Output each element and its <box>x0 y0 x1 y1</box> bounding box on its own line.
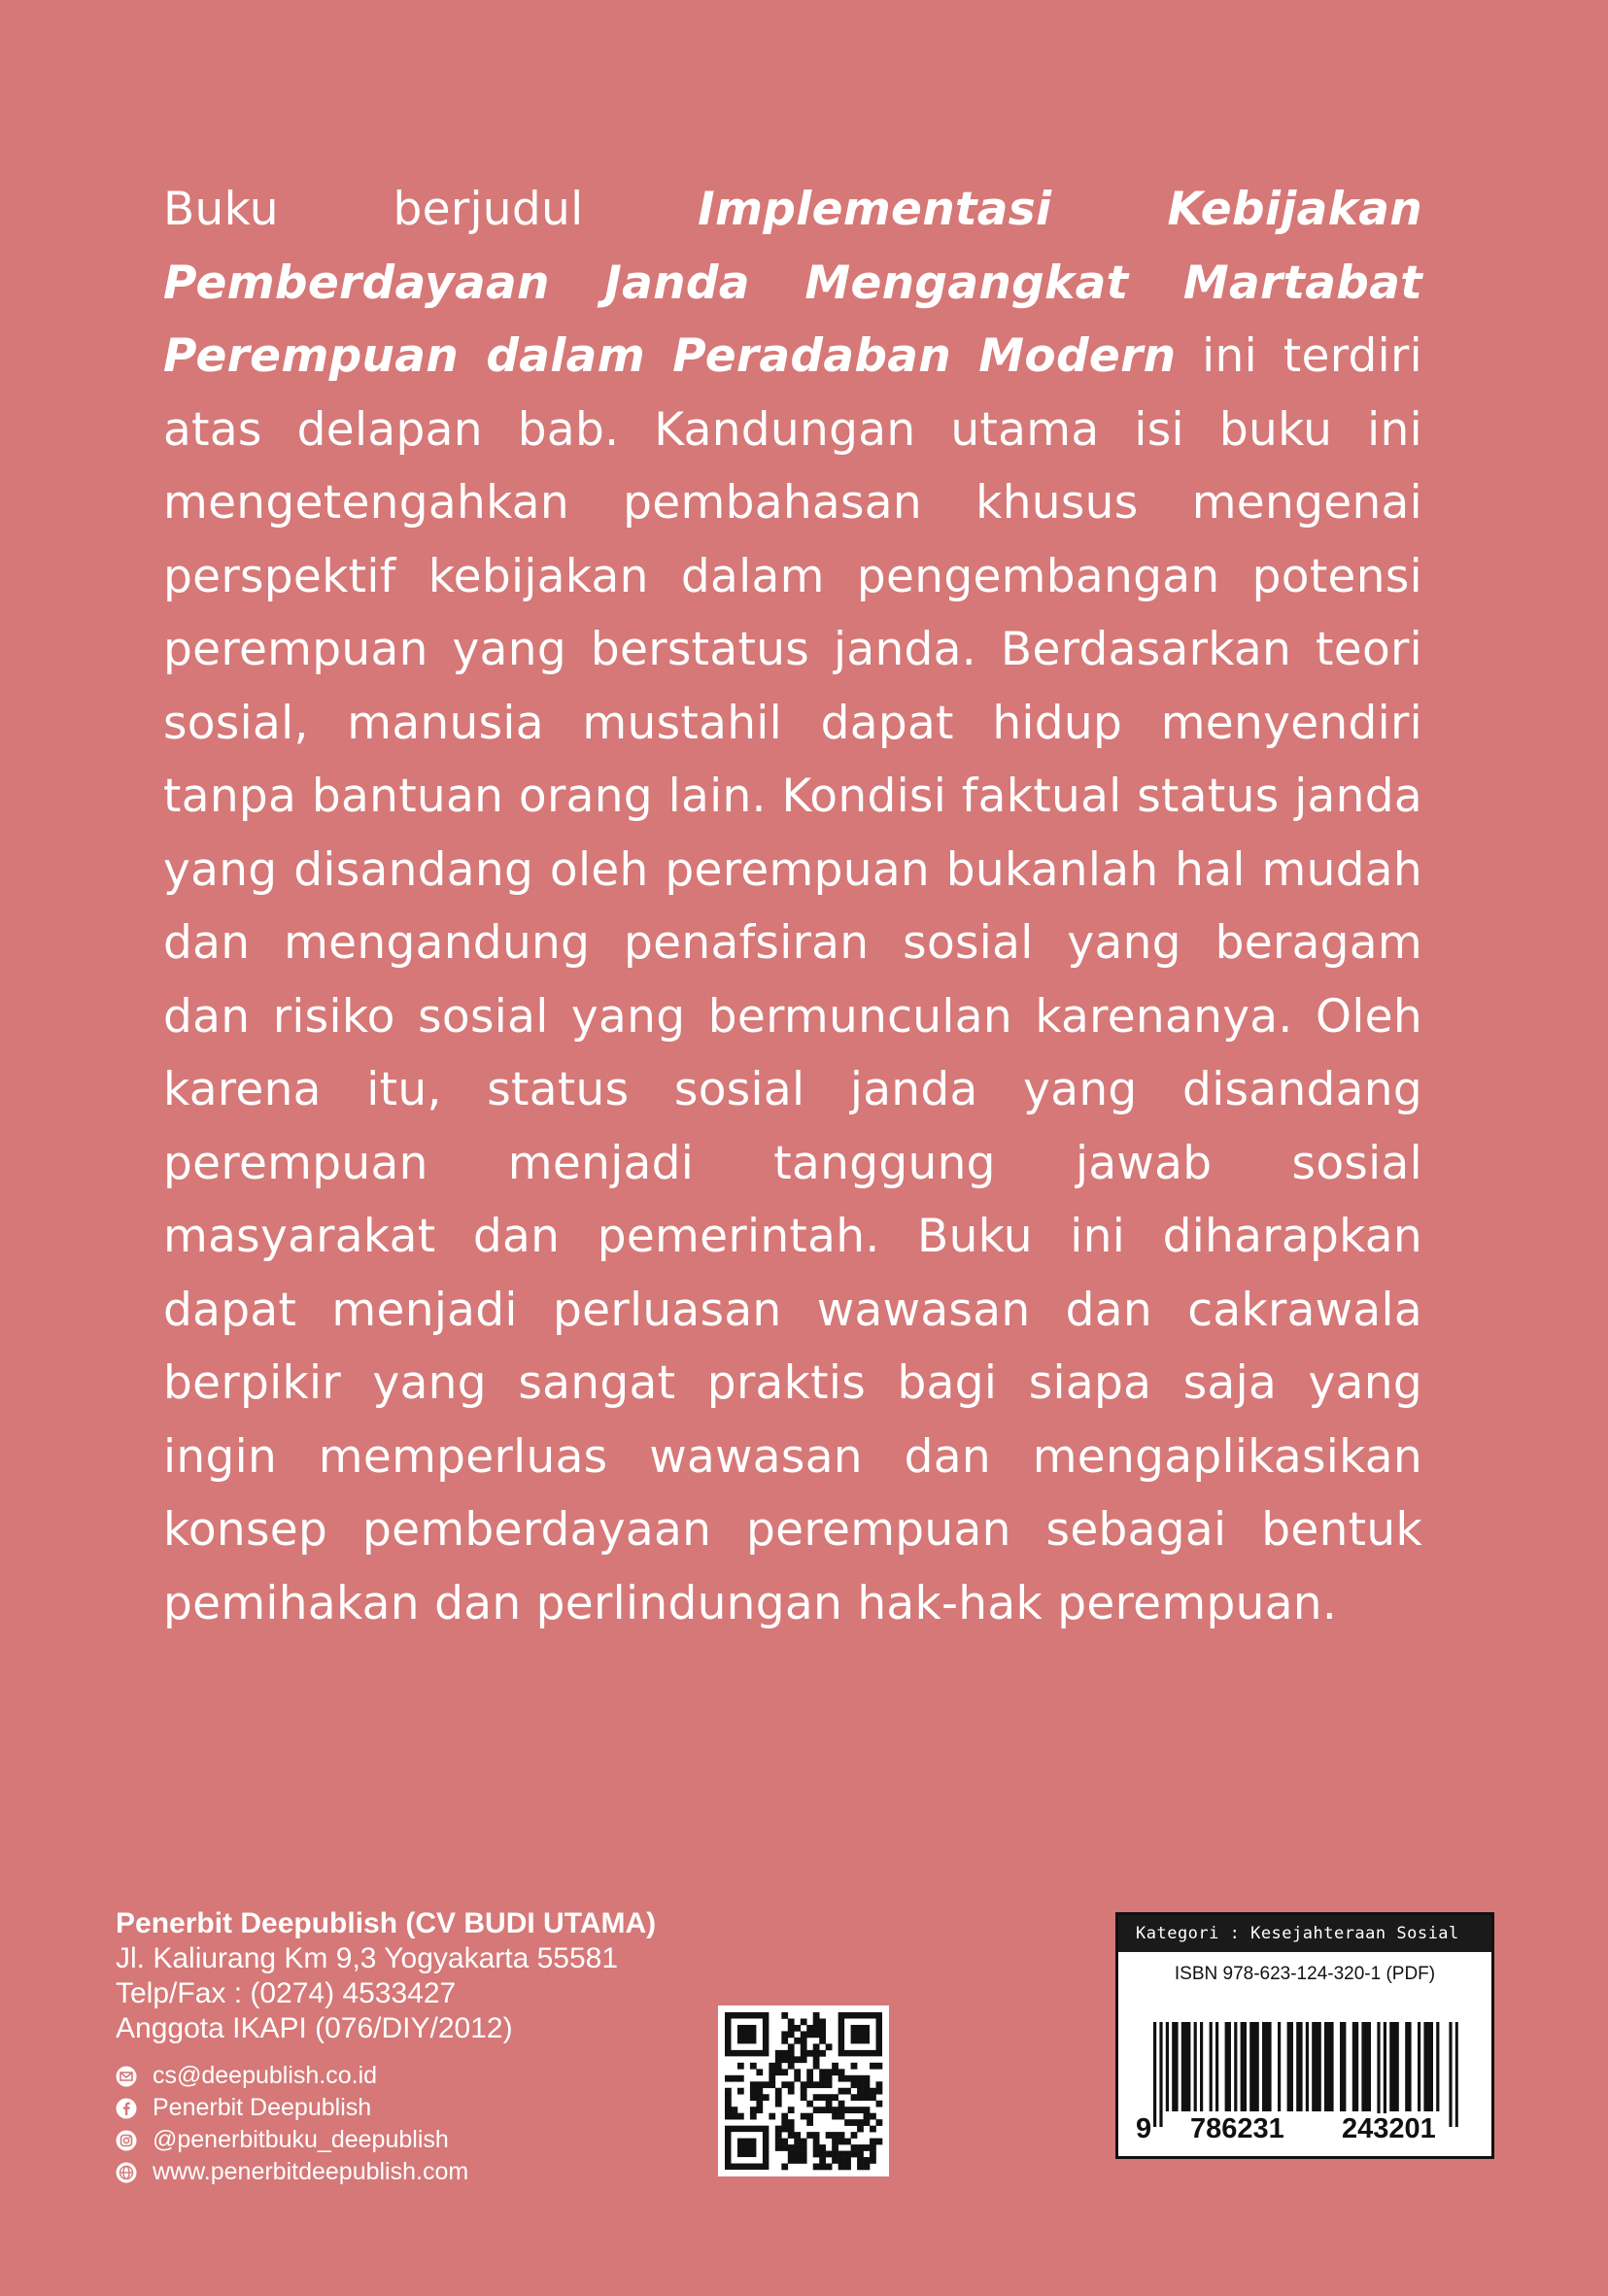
qr-module <box>794 2025 801 2032</box>
qr-module <box>870 2139 876 2145</box>
qr-module <box>763 2094 770 2101</box>
qr-module <box>819 2157 826 2164</box>
qr-module <box>756 2101 763 2108</box>
qr-module <box>857 2081 864 2088</box>
blurb-intro: Buku berjudul <box>163 183 699 236</box>
qr-module <box>737 2113 744 2120</box>
qr-module <box>794 2132 801 2139</box>
qr-module <box>813 2094 820 2101</box>
qr-module <box>813 2144 820 2151</box>
barcode-bar <box>1361 2022 1371 2111</box>
publisher-info <box>116 1906 718 2188</box>
qr-module <box>870 2088 876 2095</box>
globe-icon <box>116 2162 137 2183</box>
qr-module <box>857 2107 864 2113</box>
qr-module <box>826 2043 833 2050</box>
barcode-bar <box>1278 2022 1281 2111</box>
qr-module <box>794 2144 801 2151</box>
qr-module <box>813 2056 820 2063</box>
barcode-bar <box>1324 2022 1334 2111</box>
qr-module <box>857 2126 864 2133</box>
qr-module <box>851 2063 858 2070</box>
qr-module <box>781 2113 788 2120</box>
qr-module <box>750 2113 757 2120</box>
blurb-body: ini terdiri atas delapan bab. Kandungan utama isi buku ini mengetengahkan pembahasan khusus mengenai perspektif kebijakan dalam pengembangan potensi perempuan yang berstatus janda. Berdasarkan teori sosial, manusia mustahil dapat hidup menyendiri tanpa bantuan orang lain. Kondisi faktual status janda yang disandang oleh perempuan bukanlah hal mudah dan mengandung penafsiran sosial yang beragam dan risiko sosial yang bermunculan karenanya. Oleh karena itu, status sosial janda yang disandang perempuan menjadi tanggung jawab sosial masyarakat dan pemerintah. Buku ini diharapkan dapat menjadi perluasan wawasan dan cakrawala berpikir yang sangat praktis bagi siapa saja yang ingin memperluas wawasan dan mengaplikasikan konsep pemberdayaan perempuan sebagai bentuk pemihakan dan perlindungan hak-hak perempuan. <box>163 329 1422 1630</box>
qr-module <box>775 2088 782 2095</box>
qr-module <box>781 2038 788 2044</box>
barcode-bar <box>1215 2022 1218 2111</box>
qr-module <box>781 2081 788 2088</box>
qr-module <box>775 2126 782 2133</box>
qr-module <box>750 2107 757 2113</box>
contact-website-text: www.penerbitdeepublish.com <box>153 2158 469 2185</box>
qr-module <box>756 2107 763 2113</box>
qr-module <box>832 2113 838 2120</box>
qr-module <box>725 2101 732 2108</box>
qr-module <box>826 2164 833 2171</box>
barcode-bar <box>1249 2022 1259 2111</box>
qr-module <box>819 2050 826 2057</box>
qr-module <box>794 2069 801 2075</box>
qr-module <box>838 2113 845 2120</box>
qr-module <box>775 2056 782 2063</box>
barcode-bar <box>1234 2022 1237 2111</box>
qr-module <box>788 2031 795 2038</box>
barcode-bar <box>1423 2022 1433 2111</box>
qr-module <box>731 2075 737 2082</box>
qr-module <box>864 2107 871 2113</box>
qr-module <box>813 2018 820 2025</box>
qr-module <box>806 2069 813 2075</box>
qr-module <box>813 2050 820 2057</box>
qr-module <box>756 2094 763 2101</box>
qr-module <box>756 2081 763 2088</box>
qr-module <box>851 2151 858 2158</box>
qr-module <box>788 2025 795 2032</box>
qr-module <box>788 2151 795 2158</box>
qr-module <box>801 2018 807 2025</box>
qr-finder <box>737 2139 756 2157</box>
contact-facebook <box>116 2092 718 2124</box>
barcode-bar <box>1172 2022 1178 2111</box>
qr-module <box>788 2144 795 2151</box>
qr-module <box>813 2031 820 2038</box>
qr-module <box>775 2063 782 2070</box>
qr-module <box>737 2063 744 2070</box>
qr-module <box>781 2126 788 2133</box>
qr-module <box>857 2144 864 2151</box>
qr-module <box>819 2031 826 2038</box>
qr-module <box>769 2069 775 2075</box>
barcode-digits-left: 786231 <box>1190 2113 1284 2144</box>
qr-module <box>788 2126 795 2133</box>
qr-module <box>788 2081 795 2088</box>
qr-module <box>870 2126 876 2133</box>
qr-module <box>857 2075 864 2082</box>
barcode-bar <box>1262 2022 1272 2111</box>
barcode-bar <box>1449 2022 1452 2127</box>
qr-module <box>826 2132 833 2139</box>
qr-module <box>725 2107 732 2113</box>
qr-module <box>832 2063 838 2070</box>
qr-module <box>819 2038 826 2044</box>
category-label: Kategori : Kesejahteraan Sosial <box>1118 1915 1491 1952</box>
qr-module <box>788 2063 795 2070</box>
qr-module <box>769 2063 775 2070</box>
barcode-digit-first: 9 <box>1136 2113 1152 2144</box>
qr-module <box>819 2151 826 2158</box>
qr-module <box>813 2043 820 2050</box>
qr-module <box>851 2144 858 2151</box>
qr-module <box>813 2025 820 2032</box>
barcode-digits-right: 243201 <box>1342 2113 1436 2144</box>
qr-module <box>838 2069 845 2075</box>
qr-module <box>775 2069 782 2075</box>
instagram-icon <box>116 2130 137 2151</box>
barcode-bar <box>1166 2022 1169 2111</box>
qr-module <box>794 2038 801 2044</box>
qr-module <box>851 2081 858 2088</box>
qr-module <box>826 2107 833 2113</box>
qr-module <box>788 2056 795 2063</box>
qr-module <box>851 2094 858 2101</box>
qr-finder <box>851 2025 870 2043</box>
qr-module <box>725 2113 732 2120</box>
qr-module <box>756 2088 763 2095</box>
qr-module <box>769 2113 775 2120</box>
qr-module <box>864 2157 871 2164</box>
qr-module <box>794 2075 801 2082</box>
qr-module <box>838 2132 845 2139</box>
qr-module <box>870 2144 876 2151</box>
qr-module <box>813 2139 820 2145</box>
barcode-bar <box>1225 2022 1231 2111</box>
qr-module <box>794 2151 801 2158</box>
qr-module <box>838 2075 845 2082</box>
qr-module <box>801 2094 807 2101</box>
qr-module <box>801 2031 807 2038</box>
qr-module <box>870 2157 876 2164</box>
qr-module <box>819 2069 826 2075</box>
qr-module <box>876 2119 883 2126</box>
contact-instagram <box>116 2124 718 2156</box>
qr-module <box>832 2151 838 2158</box>
qr-module <box>864 2119 871 2126</box>
qr-module <box>725 2088 732 2095</box>
qr-module <box>781 2056 788 2063</box>
barcode-bar <box>1306 2022 1309 2111</box>
email-icon <box>116 2066 137 2087</box>
qr-module <box>819 2164 826 2171</box>
qr-module <box>801 2113 807 2120</box>
qr-module <box>801 2081 807 2088</box>
contact-email-text: cs@deepublish.co.id <box>153 2062 378 2089</box>
qr-module <box>857 2164 864 2171</box>
qr-module <box>788 2132 795 2139</box>
qr-module <box>813 2107 820 2113</box>
barcode-bar <box>1436 2022 1439 2111</box>
qr-module <box>844 2164 851 2171</box>
qr-module <box>725 2075 732 2082</box>
qr-module <box>788 2157 795 2164</box>
qr-module <box>781 2119 788 2126</box>
qr-module <box>819 2144 826 2151</box>
qr-module <box>794 2157 801 2164</box>
isbn-number: ISBN 978-623-124-320-1 (PDF) <box>1174 1964 1436 1984</box>
qr-module <box>806 2101 813 2108</box>
qr-module <box>806 2075 813 2082</box>
publisher-phone: Telp/Fax : (0274) 4533427 <box>116 1977 457 2009</box>
publisher-name: Penerbit Deepublish (CV BUDI UTAMA) <box>116 1907 657 1939</box>
qr-module <box>775 2094 782 2101</box>
qr-module <box>788 2050 795 2057</box>
barcode-bar <box>1210 2022 1213 2111</box>
qr-module <box>737 2088 744 2095</box>
qr-module <box>788 2088 795 2095</box>
qr-module <box>801 2151 807 2158</box>
qr-module <box>832 2144 838 2151</box>
qr-module <box>864 2094 871 2101</box>
qr-module <box>769 2075 775 2082</box>
qr-module <box>801 2043 807 2050</box>
qr-module <box>819 2107 826 2113</box>
qr-module <box>826 2075 833 2082</box>
qr-module <box>857 2157 864 2164</box>
barcode-bar <box>1241 2022 1247 2111</box>
qr-module <box>857 2088 864 2095</box>
qr-module <box>806 2113 813 2120</box>
qr-module <box>775 2101 782 2108</box>
qr-module <box>844 2157 851 2164</box>
barcode-bar <box>1153 2022 1156 2127</box>
barcode-bar <box>1287 2022 1293 2111</box>
qr-module <box>826 2094 833 2101</box>
qr-module <box>781 2139 788 2145</box>
qr-module <box>750 2088 757 2095</box>
qr-module <box>781 2164 788 2171</box>
qr-module <box>851 2107 858 2113</box>
barcode-bar <box>1340 2022 1346 2111</box>
barcode-bar <box>1200 2022 1203 2111</box>
qr-module <box>838 2151 845 2158</box>
qr-module <box>876 2088 883 2095</box>
barcode-bar <box>1389 2022 1399 2111</box>
barcode-bar <box>1181 2022 1191 2111</box>
contact-list <box>116 2060 718 2188</box>
qr-module <box>857 2119 864 2126</box>
qr-module <box>876 2063 883 2070</box>
qr-module <box>826 2081 833 2088</box>
barcode-bar <box>1418 2022 1420 2111</box>
qr-module <box>806 2132 813 2139</box>
qr-module <box>737 2075 744 2082</box>
qr-module <box>775 2139 782 2145</box>
qr-module <box>844 2119 851 2126</box>
book-title: Implementasi Kebijakan Pemberdayaan Janda Mengangkat Martabat Perempuan dalam Peradaban Modern <box>163 183 1422 383</box>
qr-module <box>813 2081 820 2088</box>
qr-module <box>756 2069 763 2075</box>
qr-module <box>819 2018 826 2025</box>
qr-module <box>826 2101 833 2108</box>
qr-module <box>819 2025 826 2032</box>
barcode-bar <box>1312 2022 1321 2111</box>
qr-module <box>813 2164 820 2171</box>
contact-facebook-text: Penerbit Deepublish <box>153 2094 372 2121</box>
qr-module <box>813 2012 820 2019</box>
publisher-ikapi: Anggota IKAPI (076/DIY/2012) <box>116 2012 513 2044</box>
qr-module <box>832 2139 838 2145</box>
qr-module <box>781 2069 788 2075</box>
qr-module <box>864 2088 871 2095</box>
qr-module <box>844 2107 851 2113</box>
qr-module <box>750 2094 757 2101</box>
qr-module <box>775 2050 782 2057</box>
qr-module <box>801 2139 807 2145</box>
barcode <box>1153 2022 1458 2127</box>
qr-module <box>813 2151 820 2158</box>
qr-module <box>851 2075 858 2082</box>
qr-module <box>819 2094 826 2101</box>
qr-module <box>832 2094 838 2101</box>
qr-module <box>801 2056 807 2063</box>
qr-module <box>794 2056 801 2063</box>
qr-module <box>870 2113 876 2120</box>
qr-module <box>781 2050 788 2057</box>
qr-module <box>870 2151 876 2158</box>
qr-module <box>838 2107 845 2113</box>
qr-module <box>819 2081 826 2088</box>
qr-module <box>788 2018 795 2025</box>
qr-module <box>788 2107 795 2113</box>
qr-module <box>844 2075 851 2082</box>
qr-module <box>806 2119 813 2126</box>
qr-module <box>813 2063 820 2070</box>
qr-module <box>864 2075 871 2082</box>
barcode-bar <box>1405 2022 1411 2111</box>
barcode-bar <box>1384 2022 1386 2127</box>
qr-module <box>801 2157 807 2164</box>
qr-module <box>838 2139 845 2145</box>
qr-module <box>844 2151 851 2158</box>
qr-module <box>838 2088 845 2095</box>
barcode-bar <box>1194 2022 1197 2111</box>
qr-module <box>838 2101 845 2108</box>
qr-module <box>775 2132 782 2139</box>
qr-module <box>851 2119 858 2126</box>
qr-module <box>763 2081 770 2088</box>
qr-module <box>801 2050 807 2057</box>
qr-module <box>864 2113 871 2120</box>
barcode-bar <box>1377 2022 1380 2127</box>
qr-module <box>813 2132 820 2139</box>
qr-module <box>876 2101 883 2108</box>
qr-module <box>781 2012 788 2019</box>
qr-module <box>769 2081 775 2088</box>
qr-module <box>806 2050 813 2057</box>
facebook-icon <box>116 2098 137 2119</box>
qr-module <box>870 2063 876 2070</box>
qr-module <box>801 2144 807 2151</box>
contact-website <box>116 2156 718 2188</box>
qr-module <box>801 2088 807 2095</box>
qr-module <box>775 2144 782 2151</box>
qr-module <box>844 2139 851 2145</box>
barcode-bar <box>1159 2022 1162 2127</box>
barcode-bar <box>1296 2022 1302 2111</box>
publisher-address: Jl. Kaliurang Km 9,3 Yogyakarta 55581 <box>116 1942 619 1974</box>
qr-module <box>725 2094 732 2101</box>
qr-module <box>832 2107 838 2113</box>
qr-module <box>826 2151 833 2158</box>
qr-module <box>844 2088 851 2095</box>
qr-module <box>731 2113 737 2120</box>
qr-module <box>876 2139 883 2145</box>
qr-module <box>832 2157 838 2164</box>
qr-module <box>788 2043 795 2050</box>
qr-module <box>876 2081 883 2088</box>
qr-module <box>819 2075 826 2082</box>
qr-module <box>864 2144 871 2151</box>
qr-module <box>857 2151 864 2158</box>
qr-module <box>788 2119 795 2126</box>
barcode-digits <box>1118 2113 1491 2146</box>
qr-module <box>781 2031 788 2038</box>
qr-module <box>750 2081 757 2088</box>
contact-instagram-text: @penerbitbuku_deepublish <box>153 2126 449 2153</box>
qr-module <box>806 2025 813 2032</box>
barcode-bar <box>1455 2022 1458 2127</box>
qr-module <box>826 2069 833 2075</box>
qr-module <box>832 2069 838 2075</box>
qr-module <box>857 2094 864 2101</box>
qr-module <box>801 2038 807 2044</box>
qr-module <box>864 2081 871 2088</box>
qr-code <box>718 2005 889 2176</box>
qr-module <box>838 2157 845 2164</box>
blurb-paragraph <box>163 173 1422 1640</box>
isbn-box <box>1115 1912 1494 2159</box>
qr-module <box>806 2081 813 2088</box>
qr-module <box>794 2139 801 2145</box>
barcode-bar <box>1352 2022 1358 2111</box>
qr-module <box>851 2132 858 2139</box>
qr-module <box>731 2107 737 2113</box>
contact-email <box>116 2060 718 2092</box>
qr-module <box>781 2144 788 2151</box>
qr-module <box>870 2094 876 2101</box>
qr-module <box>864 2164 871 2171</box>
qr-finder <box>737 2025 756 2043</box>
qr-module <box>806 2031 813 2038</box>
qr-module <box>838 2164 845 2171</box>
qr-module <box>832 2132 838 2139</box>
qr-module <box>750 2063 757 2070</box>
